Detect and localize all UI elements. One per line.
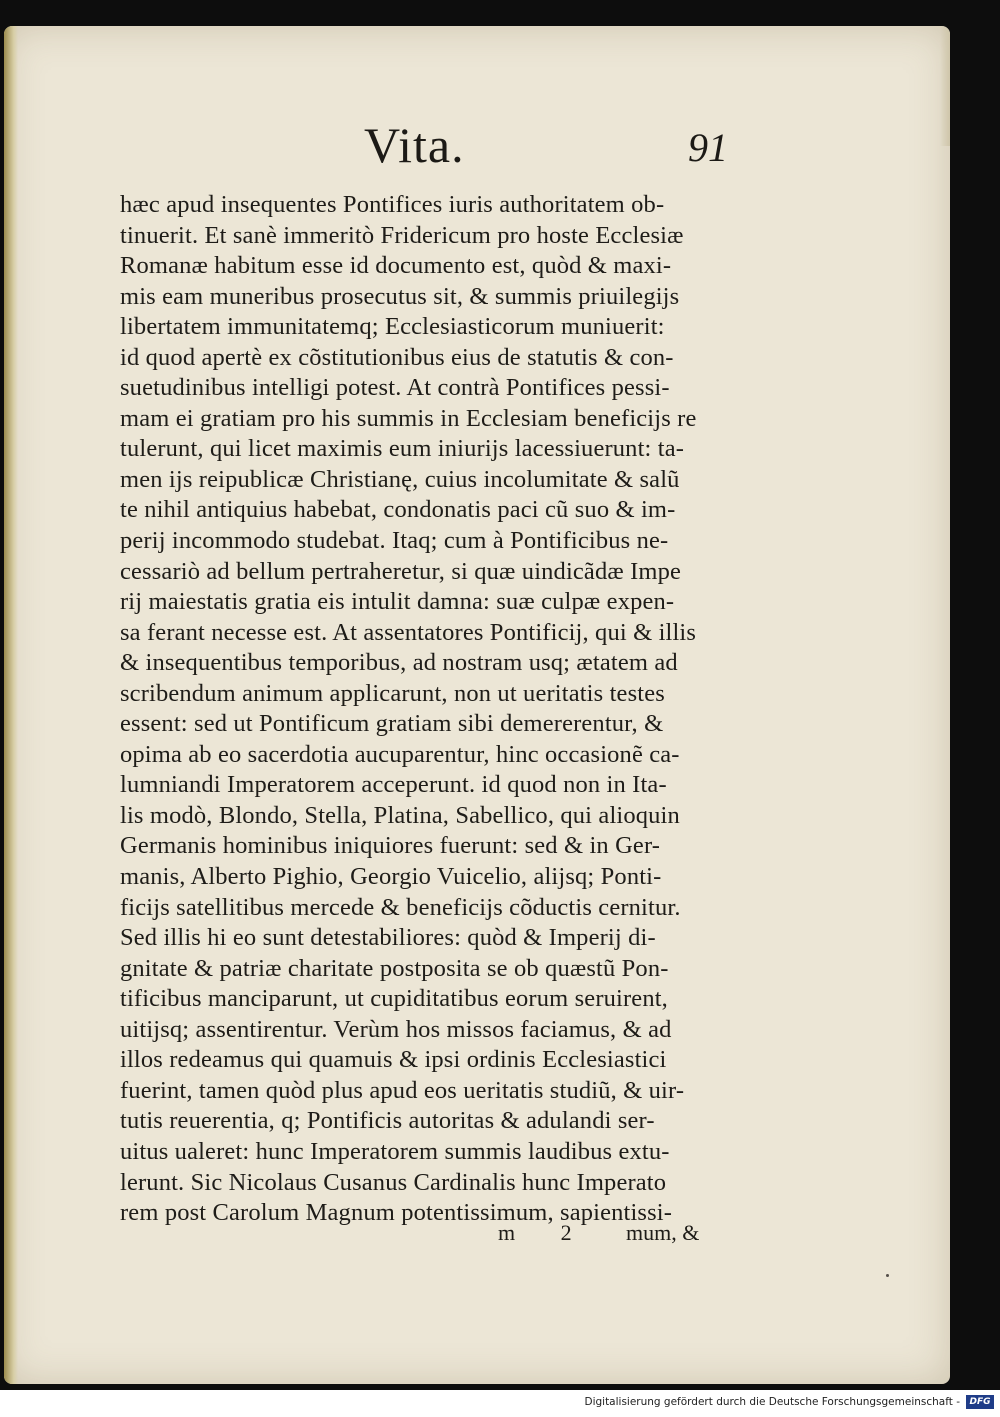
body-text xyxy=(120,190,732,1229)
running-title: Vita. xyxy=(364,117,465,173)
text-line: gnitate & patriæ charitate postposita se ob quæstũ Pon- xyxy=(120,954,669,982)
text-line: tificibus manciparunt, ut cupiditatibus eorum seruirent, xyxy=(120,985,668,1013)
text-line: fuerint, tamen quòd plus apud eos ueritatis studiũ, & uir- xyxy=(120,1076,685,1104)
catchword: mum, & xyxy=(626,1220,700,1245)
page-header xyxy=(4,116,950,186)
text-line: Germanis hominibus iniquiores fuerunt: sed & in Ger- xyxy=(120,832,661,860)
text-line: lerunt. Sic Nicolaus Cusanus Cardinalis hunc Imperato xyxy=(120,1168,667,1196)
text-line: id quod apertè ex cõstitutionibus eius de statutis & con- xyxy=(120,343,674,371)
credit-text: Digitalisierung gefördert durch die Deutsche Forschungsgemeinschaft - xyxy=(584,1396,960,1408)
text-line: illos redeamus qui quamuis & ipsi ordinis Ecclesiastici xyxy=(120,1046,667,1074)
text-line: ficijs satellitibus mercede & beneficijs cõductis cernitur. xyxy=(120,893,681,921)
text-line: tinuerit. Et sanè immeritò Fridericum pro hoste Ecclesiæ xyxy=(120,221,684,249)
text-line: suetudinibus intelligi potest. At contrà Pontifices pessi- xyxy=(120,374,670,402)
text-line: scribendum animum applicarunt, non ut ueritatis testes xyxy=(120,679,665,707)
page-binding-edge xyxy=(4,26,18,1384)
paper-speck xyxy=(886,1274,889,1277)
text-line: rem post Carolum Magnum potentissimum, sapientissi- xyxy=(120,1199,673,1227)
text-line: manis, Alberto Pighio, Georgio Vuicelio, alijsq; Ponti- xyxy=(120,863,662,891)
text-line: men ijs reipublicæ Christianę, cuius incolumitate & salũ xyxy=(120,465,680,493)
text-line: uitus ualeret: hunc Imperatorem summis laudibus extu- xyxy=(120,1137,670,1165)
text-line: essent: sed ut Pontificum gratiam sibi demererentur, & xyxy=(120,710,664,738)
text-line: lumniandi Imperatorem acceperunt. id quod non in Ita- xyxy=(120,771,667,799)
text-line: uitijsq; assentirentur. Verùm hos missos faciamus, & ad xyxy=(120,1015,672,1043)
text-line: tutis reuerentia, q; Pontificis autoritas & adulandi ser- xyxy=(120,1107,655,1135)
text-line: cessariò ad bellum pertraheretur, si quæ uindicãdæ Impe xyxy=(120,557,682,585)
book-page xyxy=(4,26,950,1384)
text-line: te nihil antiquius habebat, condonatis paci cũ suo & im- xyxy=(120,496,676,524)
credit-bar xyxy=(0,1390,1000,1417)
page-footer xyxy=(4,1220,950,1250)
text-line: Sed illis hi eo sunt detestabiliores: quòd & Imperij di- xyxy=(120,924,656,952)
text-line: hæc apud insequentes Pontifices iuris authoritatem ob- xyxy=(120,191,665,218)
text-line: mam ei gratiam pro his summis in Ecclesiam beneficijs re xyxy=(120,404,697,432)
signature-mark: m 2 xyxy=(498,1220,592,1245)
text-line: lis modò, Blondo, Stella, Platina, Sabellico, qui alioquin xyxy=(120,801,680,829)
text-line: libertatem immunitatemq; Ecclesiasticorum muniuerit: xyxy=(120,313,665,341)
text-line: mis eam muneribus prosecutus sit, & summis priuilegijs xyxy=(120,282,680,310)
text-line: rij maiestatis gratia eis intulit damna: suæ culpæ expen- xyxy=(120,588,675,616)
dfg-logo: DFG xyxy=(966,1395,994,1409)
text-line: opima ab eo sacerdotia aucuparentur, hinc occasionẽ ca- xyxy=(120,740,680,768)
text-line: perij incommodo studebat. Itaq; cum à Pontificibus ne- xyxy=(120,527,669,555)
text-line: & insequentibus temporibus, ad nostram usq; ætatem ad xyxy=(120,649,678,677)
text-line: tulerunt, qui licet maximis eum iniurijs lacessiuerunt: ta- xyxy=(120,435,685,463)
text-line: Romanæ habitum esse id documento est, quòd & maxi- xyxy=(120,252,672,280)
page-number: 91 xyxy=(688,125,728,170)
text-line: sa ferant necesse est. At assentatores Pontificij, qui & illis xyxy=(120,618,697,646)
